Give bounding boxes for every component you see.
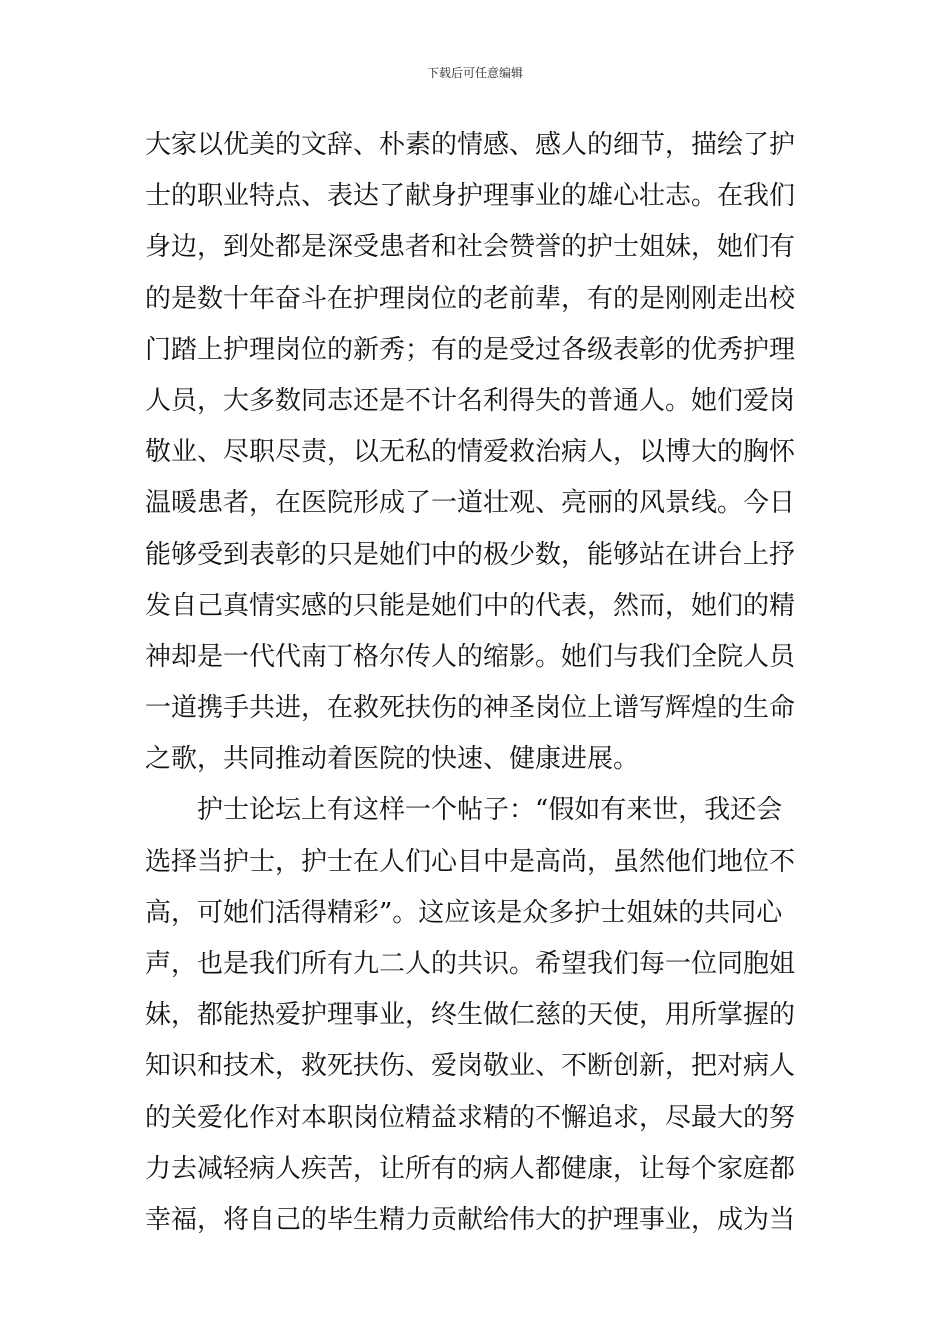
- text-line: 大家以优美的文辞、朴素的情感、感人的细节，描绘了护: [145, 130, 796, 160]
- text-line: 身边，到处都是深受患者和社会赞誉的护士姐妹，她们有: [145, 232, 796, 263]
- text-line: 的是数十年奋斗在护理岗位的老前辈，有的是刚刚走出校: [145, 283, 796, 314]
- text-line: 一道携手共进，在救死扶伤的神圣岗位上谱写辉煌的生命: [145, 693, 796, 724]
- text-line: 神却是一代代南丁格尔传人的缩影。她们与我们全院人员: [145, 641, 796, 672]
- text-line: 之歌，共同推动着医院的快速、健康进展。: [145, 744, 640, 775]
- text-line: 敬业、尽职尽责，以无私的情爱救治病人，以博大的胸怀: [145, 437, 796, 468]
- text-line: 的关爱化作对本职岗位精益求精的不懈追求，尽最大的努: [145, 1102, 796, 1133]
- paragraph-1: [145, 120, 807, 785]
- text-line: 发自己真情实感的只能是她们中的代表，然而，她们的精: [145, 590, 796, 621]
- text-line: 幸福，将自己的毕生精力贡献给伟大的护理事业，成为当: [145, 1204, 796, 1235]
- text-line: 门踏上护理岗位的新秀；有的是受过各级表彰的优秀护理: [145, 334, 796, 365]
- text-line: 妹，都能热爱护理事业，终生做仁慈的天使，用所掌握的: [145, 1000, 796, 1031]
- text-line: 温暖患者，在医院形成了一道壮观、亮丽的风景线。今日: [145, 488, 796, 519]
- text-line: 士的职业特点、表达了献身护理事业的雄心壮志。在我们: [145, 181, 796, 212]
- text-line: 能够受到表彰的只是她们中的极少数，能够站在讲台上抒: [145, 539, 796, 570]
- document-body: [145, 120, 807, 1246]
- page-header-note: 下载后可任意编辑: [426, 66, 523, 80]
- text-line: 知识和技术，救死扶伤、爱岗敬业、不断创新，把对病人: [145, 1051, 796, 1082]
- text-line: 高，可她们活得精彩”。这应该是众多护士姐妹的共同心: [145, 897, 783, 928]
- text-line-first-indented: 护士论坛上有这样一个帖子：“假如有来世，我还会: [197, 795, 783, 826]
- text-line: 人员，大多数同志还是不计名利得失的普通人。她们爱岗: [145, 385, 796, 416]
- text-line: 力去减轻病人疾苦，让所有的病人都健康，让每个家庭都: [145, 1153, 796, 1184]
- text-line: 声，也是我们所有九二人的共识。希望我们每一位同胞姐: [145, 949, 796, 979]
- text-line: 选择当护士，护士在人们心目中是高尚，虽然他们地位不: [145, 846, 796, 877]
- paragraph-2: [145, 785, 807, 1246]
